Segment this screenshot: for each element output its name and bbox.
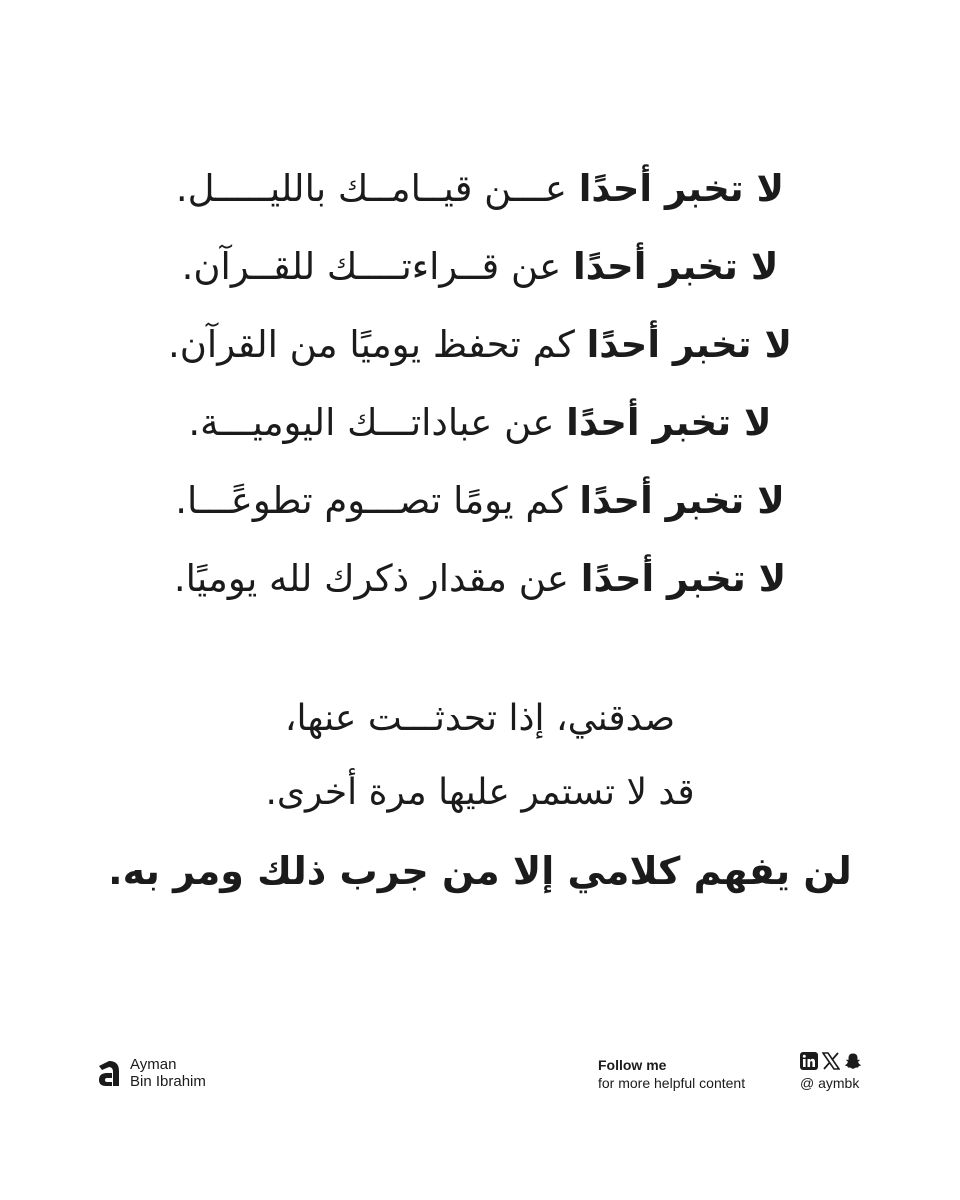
verse-lead: لا تخبر أحدًا [586, 323, 793, 366]
verses-block [0, 160, 960, 628]
verse-text: كم تحفظ يوميًا من القرآن. [167, 323, 587, 366]
brand-line-2: Bin Ibrahim [130, 1073, 206, 1090]
verse-lead: لا تخبر أحدًا [579, 479, 785, 522]
verse-text: كم يومًا تصـــوم تطوعًـــا. [175, 479, 580, 522]
brand [96, 1056, 206, 1090]
closing-line-1: صدقني، إذا تحدثـــت عنها، [284, 698, 676, 739]
follow-subtitle: for more helpful content [598, 1075, 746, 1091]
verse-text: عن مقدار ذكرك لله يوميًا. [173, 557, 581, 600]
closing-line-2: قد لا تستمر عليها مرة أخرى. [265, 772, 695, 813]
verse-line [0, 160, 960, 238]
verse-lead: لا تخبر أحدًا [580, 557, 787, 600]
social-handle[interactable]: @ aymbk [800, 1075, 860, 1091]
verse-lead: لا تخبر أحدًا [566, 401, 772, 444]
follow-title: Follow me [598, 1057, 667, 1073]
verse-line [0, 316, 960, 394]
snapchat-icon[interactable] [844, 1052, 862, 1070]
brand-logo-icon [96, 1058, 122, 1088]
verse-lead: لا تخبر أحدًا [578, 167, 785, 210]
follow-block [598, 1056, 745, 1092]
linkedin-icon[interactable] [800, 1052, 818, 1070]
verse-line [0, 550, 960, 628]
closing-block [0, 690, 960, 916]
verse-text: عن قــراءتــــك للقــرآن. [181, 245, 573, 288]
verse-line [0, 472, 960, 550]
verse-text: عـــن قيــامــك بالليـــــل. [175, 167, 579, 210]
verse-line [0, 394, 960, 472]
social-block [800, 1051, 866, 1092]
closing-final-line: لن يفهم كلامي إلا من جرب ذلك ومر به. [108, 849, 852, 893]
brand-name [130, 1056, 206, 1090]
verse-line [0, 238, 960, 316]
brand-line-1: Ayman [130, 1056, 177, 1073]
verse-lead: لا تخبر أحدًا [572, 245, 779, 288]
verse-text: عن عباداتـــك اليوميـــة. [188, 401, 567, 444]
social-icons [800, 1051, 866, 1071]
x-icon[interactable] [822, 1052, 840, 1070]
